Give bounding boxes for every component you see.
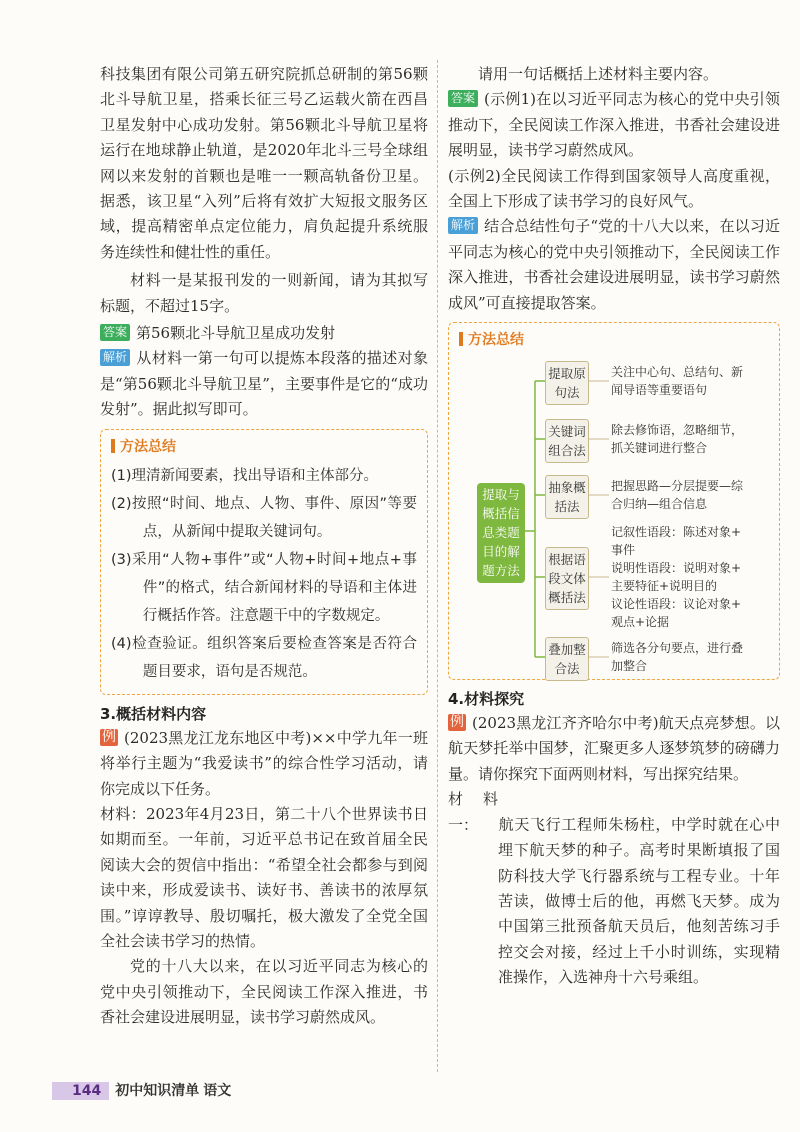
- method-steps: [111, 462, 417, 686]
- example-text: (2023黑龙江齐齐哈尔中考)航天点亮梦想。以航天梦托举中国梦，汇聚更多人逐梦筑梦的磅礴力量。请你探究下面两则材料，写出探究结果。: [448, 714, 780, 783]
- diagram-desc: 记叙性语段：陈述对象+ 事件 说明性语段：说明对象+ 主要特征+说明目的 议论性语段：议论对象+ 观点+论据: [611, 525, 742, 630]
- step-item: (2)按照“时间、地点、人物、事件、原因”等要点，从新闻中提取关键词句。: [111, 495, 417, 540]
- method-summary-box: [448, 322, 780, 680]
- page-footer: [52, 1080, 231, 1100]
- step-item: (4)检查验证。组织答案后要检查答案是否符合题目要求，语句是否规范。: [111, 635, 417, 680]
- answer-1: [100, 321, 428, 346]
- answer-tag: 答案: [448, 90, 478, 107]
- analysis-tag: 解析: [100, 349, 130, 366]
- right-column: [448, 62, 780, 991]
- news-paragraph: 科技集团有限公司第五研究院抓总研制的第56颗北斗导航卫星，搭乘长征三号乙运载火箭在西昌卫星发射中心成功发射。第56颗北斗导航卫星将运行在地球静止轨道，是2020年北斗三号全球组网以来发射的首颗也是唯一一颗高轨备份卫星。据悉，该卫星“入列”后将有效扩大短报文服务区域，提高精密单点定位能力，肩负起提升系统服务连续性和健壮性的重任。: [100, 65, 428, 261]
- diagram-node: 根据语 段文体 概括法: [545, 547, 589, 610]
- section-4-heading: 4.材料探究: [448, 690, 525, 709]
- step-item: (3)采用“人物+事件”或“人物+时间+地点+事件”的格式，结合新闻材料的导语和主体进行概括作答。注意题干中的字数规定。: [111, 551, 417, 624]
- diagram-desc: 除去修饰语，忽略细节， 抓关键词进行整合: [611, 423, 744, 456]
- diagram-desc: 筛选各分句要点，进行叠 加整合: [611, 641, 744, 674]
- page-number: 144: [52, 1082, 109, 1100]
- method-summary-title: 方法总结: [459, 329, 769, 349]
- answer-text-2: (示例2)全民阅读工作得到国家领导人高度重视，全国上下形成了读书学习的良好风气。: [448, 166, 780, 211]
- diagram-node: 叠加整 合法: [545, 637, 589, 681]
- material-paragraph-2: 党的十八大以来，在以习近平同志为核心的党中央引领推动下，全民阅读工作深入推进，书香社会建设进展明显，读书学习蔚然成风。: [100, 957, 428, 1027]
- analysis-text: 结合总结性句子“党的十八大以来，在以习近平同志为核心的党中央引领推动下，全民阅读工作深入推进，书香社会建设进展明显，读书学习蔚然成风”可直接提取答案。: [448, 217, 780, 312]
- question-2: 请用一句话概括上述材料主要内容。: [478, 65, 719, 83]
- analysis-tag: 解析: [448, 217, 478, 234]
- title-bar-icon: [459, 332, 463, 346]
- example-tag: 例: [102, 728, 116, 745]
- example-text: (2023黑龙江龙东地区中考)××中学九年一班将举行主题为“我爱读书”的综合性学习活动，请你完成以下任务。: [100, 728, 428, 798]
- method-summary-title: 方法总结: [111, 436, 417, 456]
- diagram-center-node: 提取与 概括信 息类题 目的解 题方法: [477, 483, 525, 583]
- subject-label: 语文: [203, 1083, 232, 1099]
- material-one: [448, 787, 780, 990]
- diagram-desc: 关注中心句、总结句、新 闻导语等重要语句: [611, 365, 744, 398]
- answer-text: 第56颗北斗导航卫星成功发射: [136, 324, 336, 343]
- method-diagram: [459, 355, 769, 675]
- column-divider: [437, 60, 438, 1072]
- analysis-1: [100, 346, 428, 422]
- left-column: [100, 62, 428, 1031]
- diagram-desc: 把握思路—分层提要—综 合归纳—组合信息: [611, 479, 744, 512]
- question-1: 材料一是某报刊发的一则新闻，请为其拟写标题，不超过15字。: [100, 271, 428, 315]
- diagram-node: 关键词 组合法: [545, 419, 589, 463]
- title-bar-icon: [111, 439, 115, 453]
- section-3-heading: 3.概括材料内容: [100, 704, 207, 723]
- analysis-2: [448, 214, 780, 316]
- material-text: 航天飞行工程师朱杨柱，中学时就在心中埋下航天梦的种子。高考时果断填报了国防科技大学飞行器系统与工程专业。十年苦读，做博士后的他，再燃飞天梦。成为中国第三批预备航天员后，他刻苦练习手控交会对接，经过上千小时训练，实现精准操作，入选神舟十六号乘组。: [498, 815, 780, 987]
- example-question: [100, 726, 428, 802]
- step-item: (1)理清新闻要素，找出导语和主体部分。: [111, 467, 379, 484]
- diagram-node: 抽象概 括法: [545, 475, 589, 519]
- method-summary-box: [100, 429, 428, 695]
- material-label: 材料一：: [448, 790, 498, 834]
- answer-tag: 答案: [100, 324, 130, 341]
- analysis-text: 从材料一第一句可以提炼本段落的描述对象是“第56颗北斗导航卫星”，主要事件是它的“成功发射”。据此拟写即可。: [100, 349, 428, 419]
- answer-text-1: (示例1)在以习近平同志为核心的党中央引领推动下，全民阅读工作深入推进，书香社会建设进展明显，读书学习蔚然成风。: [448, 90, 780, 160]
- diagram-node: 提取原 句法: [545, 361, 589, 405]
- example-question: [448, 711, 780, 787]
- book-title: 初中知识清单: [115, 1083, 200, 1099]
- material-paragraph: 材料：2023年4月23日，第二十八个世界读书日如期而至。一年前，习近平总书记在致首届全民阅读大会的贺信中指出：“希望全社会都参与到阅读中来，形成爱读书、读好书、善读书的浓厚氛围。”谆谆教导、殷切嘱托，极大激发了全党全国全社会读书学习的热情。: [100, 804, 428, 950]
- example-tag: 例: [450, 714, 464, 731]
- answer-2: [448, 87, 780, 163]
